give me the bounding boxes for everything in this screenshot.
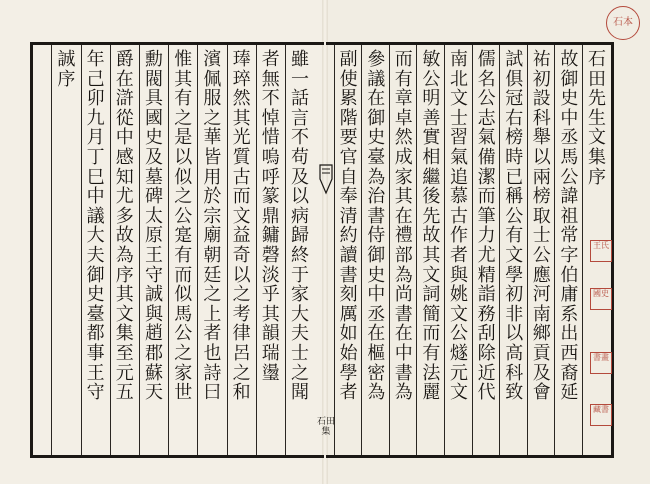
column-rule [139,45,140,455]
seal-stamp-top: 石本 [606,6,640,40]
column-rule [361,45,362,455]
column-rule [51,45,52,455]
right-page-text-column: 敏 公 明 善 實 相 繼 後 先 故 其 文 詞 簡 而 有 法 麗 [422,49,441,404]
left-page-text-column: 誠 序 [57,49,76,90]
left-page-text-column: 爵 在 滸 從 中 感 知 尤 多 故 為 序 其 文 集 至 元 五 [115,49,134,404]
seal-stamp-3: 書畫 [590,352,612,374]
column-rule [389,45,390,455]
column-rule [527,45,528,455]
column-rule [499,45,500,455]
column-rule [582,45,583,455]
column-rule [168,45,169,455]
column-rule [197,45,198,455]
right-page-text-column: 故 御 史 中 丞 馬 公 諱 祖 常 字 伯 庸 系 出 西 裔 延 [560,49,579,404]
right-page-text-column: 祐 初 設 科 舉 以 兩 榜 取 士 公 應 河 南 鄉 貢 及 會 [532,49,551,404]
bleed-through-text [616,45,650,455]
fish-tail-mark-icon [318,163,334,197]
seal-stamp-2: 國史 [590,288,612,310]
column-rule [81,45,82,455]
right-page-text-column: 試 俱 冠 右 榜 時 已 稱 公 有 文 學 初 非 以 高 科 致 [505,49,524,404]
column-rule [444,45,445,455]
left-page-text-column: 者 無 不 悼 惜 嗚 呼 篆 鼎 鏞 磬 淡 乎 其 韻 瑞 璗 [261,49,280,384]
left-page-text-column: 雖 一 話 言 不 苟 及 以 病 歸 終 于 家 大 夫 士 之 聞 [291,49,309,404]
column-rule [285,45,286,455]
left-page-text-column: 濱 佩 服 之 華 皆 用 於 宗 廟 朝 廷 之 上 者 也 詩 曰 [203,49,222,404]
column-rule [554,45,555,455]
center-band [315,45,337,455]
column-rule [416,45,417,455]
column-rule [227,45,228,455]
column-rule [472,45,473,455]
right-page-text-column: 南 北 文 士 習 氣 追 慕 古 作 者 與 姚 文 公 燧 元 文 [450,49,468,404]
left-page-text-column: 勳 閥 具 國 史 及 墓 碑 太 原 王 守 誠 與 趙 郡 蘇 天 [145,49,163,404]
right-page-text-column: 副 使 累 階 要 官 自 奉 清 約 讀 書 刻 厲 如 始 學 者 [339,49,358,404]
right-page-text-column: 石 田 先 生 文 集 序 [588,49,606,188]
right-page-text-column: 而 有 章 卓 然 成 家 其 在 禮 部 為 尚 書 在 中 書 為 [394,49,413,404]
left-page-text-column: 琫 琗 然 其 光 質 古 而 文 益 奇 以 之 考 律 呂 之 和 [232,49,251,404]
seal-stamp-1: 王氏 [590,240,612,262]
left-page-text-column: 年 己 卯 九 月 丁 巳 中 議 大 夫 御 史 臺 都 事 王 守 [86,49,105,404]
column-rule [110,45,111,455]
seal-stamp-4: 藏書 [590,404,612,426]
center-folio: 石田集 [317,417,336,437]
column-rule [256,45,257,455]
left-page-text-column: 惟 其 有 之 是 以 似 之 公 寔 有 而 似 馬 公 之 家 世 [174,49,193,404]
right-page-text-column: 參 議 在 御 史 臺 為 治 書 侍 御 史 中 丞 在 樞 密 為 [367,49,386,404]
right-page-text-column: 儒 名 公 志 氣 備 潔 而 筆 力 尤 精 詣 務 刮 除 近 代 [477,49,496,404]
